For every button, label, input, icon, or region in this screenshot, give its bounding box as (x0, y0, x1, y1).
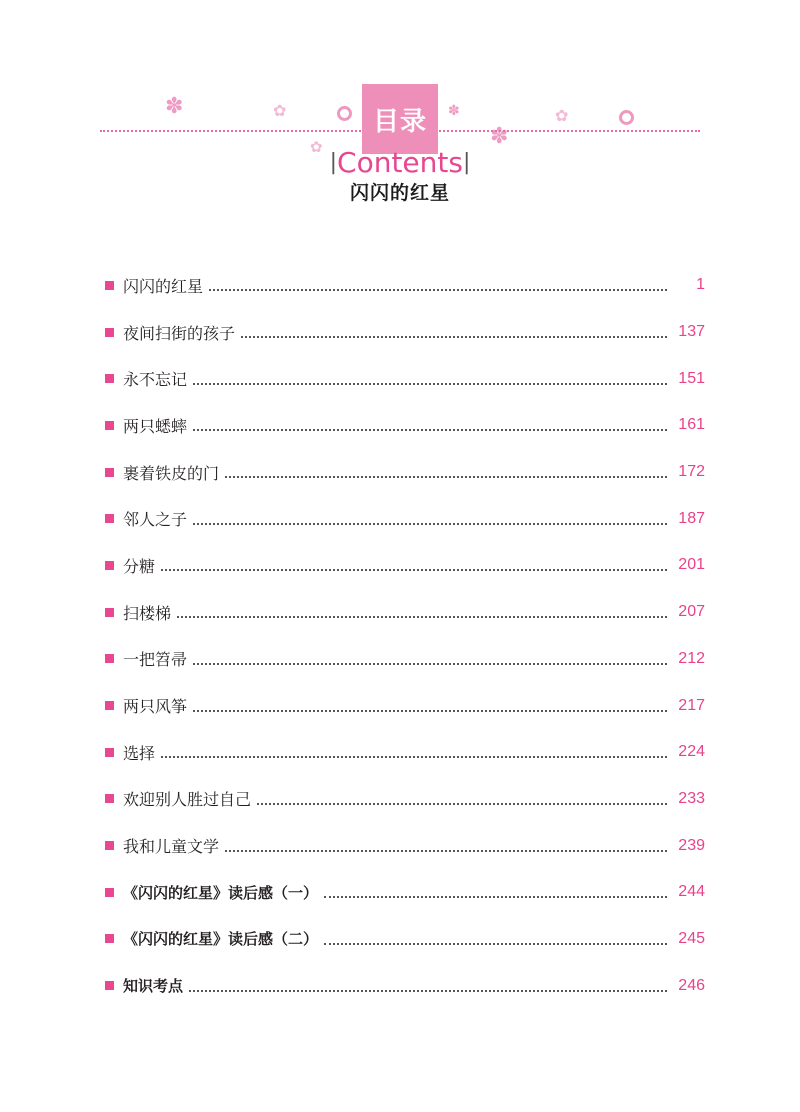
toc-entry-page: 137 (678, 323, 705, 341)
toc-entry-title: 《闪闪的红星》读后感（一） (123, 883, 319, 902)
toc-entry[interactable] (105, 822, 705, 869)
toc-entry[interactable] (105, 495, 705, 542)
toc-entry-page: 1 (696, 276, 705, 294)
toc-entry-title: 夜间扫街的孩子 (123, 323, 236, 343)
toc-entry[interactable] (105, 636, 705, 683)
bullet-icon (105, 841, 114, 850)
toc-entry-title: 知识考点 (123, 977, 184, 996)
dot-leader (161, 756, 667, 758)
page-title: 目录 (362, 84, 438, 154)
contents-heading: |Contents| (329, 146, 471, 179)
flower-icon: ✿ (555, 106, 569, 125)
dot-leader (225, 476, 667, 478)
toc-entry[interactable] (105, 916, 705, 963)
flower-icon: ✽ (490, 124, 509, 149)
toc-entry[interactable] (105, 262, 705, 309)
dot-leader (225, 850, 667, 852)
toc-entry-title: 分糖 (123, 556, 156, 576)
toc-entry-page: 217 (678, 696, 705, 714)
toc-entry-page: 245 (678, 929, 705, 947)
toc-entry[interactable] (105, 402, 705, 449)
toc-entry[interactable] (105, 729, 705, 776)
dot-leader (324, 896, 667, 898)
toc-entry[interactable] (105, 776, 705, 823)
bullet-icon (105, 934, 114, 943)
flower-icon: ✿ (310, 138, 323, 156)
toc-entry[interactable] (105, 589, 705, 636)
dot-leader (177, 616, 667, 618)
dot-leader (257, 803, 667, 805)
bullet-icon (105, 794, 114, 803)
ring-icon (619, 110, 634, 125)
dot-leader (193, 523, 667, 525)
bullet-icon (105, 748, 114, 757)
toc-entry-page: 246 (678, 976, 705, 994)
toc-entry[interactable] (105, 309, 705, 356)
bullet-icon (105, 421, 114, 430)
dot-leader (209, 289, 667, 291)
toc-entry-page: 151 (678, 369, 705, 387)
toc-entry-title: 《闪闪的红星》读后感（二） (123, 930, 319, 949)
toc-list (105, 262, 705, 1009)
toc-entry[interactable] (105, 869, 705, 916)
dot-leader (324, 943, 667, 945)
flower-icon: ✽ (165, 94, 184, 119)
toc-entry-page: 233 (678, 789, 705, 807)
contents-label: Contents (337, 146, 463, 179)
toc-entry-title: 两只蟋蟀 (123, 416, 188, 436)
toc-entry-page: 244 (678, 883, 705, 901)
toc-entry-title: 永不忘记 (123, 370, 188, 390)
toc-entry[interactable] (105, 355, 705, 402)
dot-leader (193, 429, 667, 431)
bullet-icon (105, 328, 114, 337)
ring-icon (337, 106, 352, 121)
toc-entry-title: 两只风筝 (123, 697, 188, 717)
toc-entry-page: 187 (678, 509, 705, 527)
toc-header (0, 0, 800, 220)
flower-icon: ✽ (448, 103, 460, 119)
toc-entry-title: 裹着铁皮的门 (123, 463, 220, 483)
bullet-icon (105, 608, 114, 617)
toc-entry-title: 邻人之子 (123, 510, 188, 530)
toc-entry-page: 212 (678, 649, 705, 667)
toc-entry[interactable] (105, 682, 705, 729)
bullet-icon (105, 514, 114, 523)
toc-entry-page: 239 (678, 836, 705, 854)
bullet-icon (105, 701, 114, 710)
dot-leader (193, 710, 667, 712)
toc-entry-title: 我和儿童文学 (123, 837, 220, 857)
bullet-icon (105, 888, 114, 897)
toc-entry-page: 201 (678, 556, 705, 574)
bullet-icon (105, 981, 114, 990)
flower-icon: ✿ (273, 101, 287, 120)
toc-entry-page: 161 (678, 416, 705, 434)
bullet-icon (105, 468, 114, 477)
dot-leader (193, 663, 667, 665)
toc-entry-page: 224 (678, 743, 705, 761)
book-title: 闪闪的红星 (349, 182, 450, 204)
dot-leader (189, 990, 667, 992)
bullet-icon (105, 654, 114, 663)
toc-entry-title: 扫楼梯 (123, 603, 172, 623)
dot-leader (241, 336, 667, 338)
toc-entry[interactable] (105, 449, 705, 496)
toc-entry-title: 一把笤帚 (123, 650, 188, 670)
bullet-icon (105, 374, 114, 383)
toc-entry-title: 闪闪的红星 (123, 276, 204, 296)
bullet-icon (105, 281, 114, 290)
dot-leader (161, 569, 667, 571)
toc-entry-page: 172 (678, 463, 705, 481)
toc-entry-title: 欢迎别人胜过自己 (123, 790, 252, 810)
bullet-icon (105, 561, 114, 570)
toc-entry-title: 选择 (123, 743, 156, 763)
dot-leader (193, 383, 667, 385)
toc-entry-page: 207 (678, 603, 705, 621)
toc-entry[interactable] (105, 962, 705, 1009)
toc-entry[interactable] (105, 542, 705, 589)
